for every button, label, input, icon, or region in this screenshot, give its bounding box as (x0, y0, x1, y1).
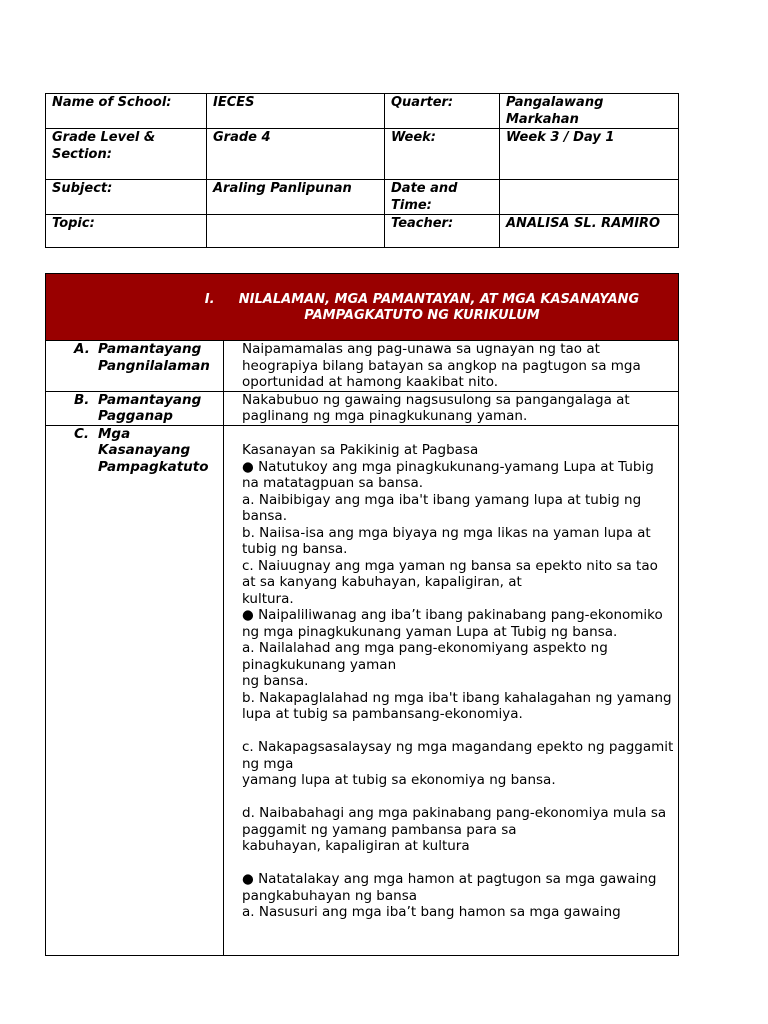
row-c-letter: C. (74, 425, 90, 442)
info-row-school (46, 94, 679, 129)
grade-level-value: Grade 4 (207, 129, 385, 180)
subject-value: Araling Panlipunan (207, 180, 385, 215)
row-a-letter: A. (74, 341, 90, 357)
quarter-value: Pangalawang Markahan (500, 94, 679, 129)
info-row-grade (46, 129, 679, 180)
lesson-info-table (45, 93, 679, 248)
curriculum-section-table (45, 273, 679, 956)
info-row-topic (46, 215, 679, 248)
section-banner-row (46, 274, 679, 341)
row-kasanayang-pampagkatuto (46, 425, 679, 955)
topic-label: Topic: (46, 215, 207, 248)
row-a-content: Naipamamalas ang pag-unawa sa ugnayan ng tao at heograpiya bilang batayan sa angkop na pagtugon sa mga oportunidad at hamong kaakibat nito. (224, 341, 679, 392)
row-c-content: Kasanayan sa Pakikinig at Pagbasa ● Natutukoy ang mga pinagkukunang-yamang Lupa at Tubig na matatagpuan sa bansa. a. Naibibigay ang mga iba't ibang yamang lupa at tubig ng bansa. b. Naiisa-isa ang mga biyaya ng mga likas na yaman lupa at tubig ng bansa. c. Naiuugnay ang mga yaman ng bansa sa epekto nito sa tao at sa kanyang kabuhayan, kapaligiran, at kultura. ● Naipaliliwanag ang iba’t ibang pakinabang pang-ekonomiko ng mga pinagkukunang yaman Lupa at Tubig ng bansa. a. Nailalahad ang mga pang-ekonomiyang aspekto ng pinagkukunang yaman ng bansa. b. Nakapaglalahad ng mga iba't ibang kahalagahan ng yamang lupa at tubig sa pambansang-ekonomiya. c. Nakapagsasalaysay ng mga magandang epekto ng paggamit ng mga yamang lupa at tubig sa ekonomiya ng bansa. d. Naibabahagi ang mga pakinabang pang-ekonomiya mula sa paggamit ng yamang pambansa para sa kabuhayan, kapaligiran at kultura ● Natatalakay ang mga hamon at pagtugon sa mga gawaing pangkabuhayan ng bansa a. Nasusuri ang mga iba’t bang hamon sa mga gawaing (242, 442, 674, 920)
row-c-label: Mga Kasanayang Pampagkatuto (98, 425, 209, 475)
row-b-content: Nakabubuo ng gawaing nagsusulong sa pangangalaga at paglinang ng mga pinagkukunang yaman. (224, 391, 679, 425)
section-banner (46, 274, 679, 341)
row-pamantayang-pangnilalaman (46, 341, 679, 392)
row-a-label-cell (46, 341, 224, 392)
section-title-line2: PAMPAGKATUTO NG KURIKULUM (304, 308, 540, 323)
row-c-label-cell (46, 425, 224, 955)
section-heading (85, 290, 639, 325)
week-label: Week: (385, 129, 500, 180)
name-of-school-label: Name of School: (46, 94, 207, 129)
row-c-content-cell (224, 425, 679, 955)
info-row-subject (46, 180, 679, 215)
topic-value (207, 215, 385, 248)
quarter-label: Quarter: (385, 94, 500, 129)
teacher-value: ANALISA SL. RAMIRO (500, 215, 679, 248)
date-time-label: Date and Time: (385, 180, 500, 215)
subject-label: Subject: (46, 180, 207, 215)
week-value: Week 3 / Day 1 (500, 129, 679, 180)
teacher-label: Teacher: (385, 215, 500, 248)
row-b-letter: B. (74, 391, 90, 408)
grade-level-label: Grade Level & Section: (46, 129, 207, 180)
section-number: I. (204, 291, 215, 307)
row-b-label-cell (46, 391, 224, 425)
row-a-label: Pamantayang Pangnilalaman (98, 341, 210, 374)
section-title-line1: NILALAMAN, MGA PAMANTAYAN, AT MGA KASANAYANG (238, 291, 640, 307)
name-of-school-value: IECES (207, 94, 385, 129)
row-pamantayang-pagganap (46, 391, 679, 425)
date-time-value (500, 180, 679, 215)
row-b-label: Pamantayang Pagganap (98, 391, 202, 424)
